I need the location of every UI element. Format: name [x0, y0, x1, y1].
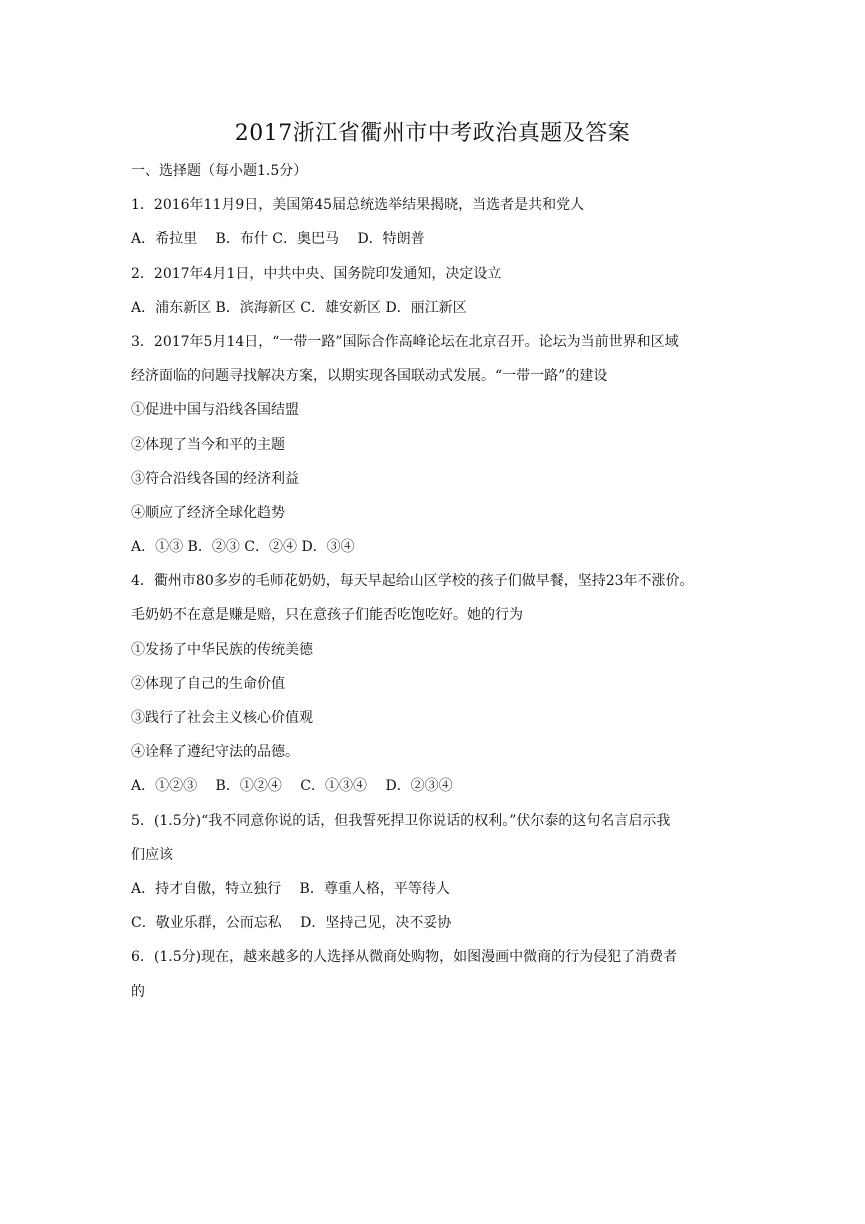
question-5-options-ab: A．持才自傲，特立独行 B．尊重人格，平等待人 — [131, 880, 450, 897]
document-body — [131, 154, 743, 1009]
question-5-stem-line-1: 5．(1.5分)“我不同意你说的话，但我誓死捍卫你说话的权利。”伏尔泰的这句名言启示我 — [131, 812, 671, 829]
question-2-stem: 2．2017年4月1日，中共中央、国务院印发通知，决定设立 — [131, 265, 502, 282]
question-4-stem-line-1: 4．衢州市80多岁的毛师花奶奶，每天早起给山区学校的孩子们做早餐，坚持23年不涨价。 — [131, 573, 694, 590]
question-3-statement-1: ①促进中国与沿线各国结盟 — [131, 402, 299, 419]
question-2-options: A．浦东新区 B．滨海新区 C．雄安新区 D．丽江新区 — [131, 299, 467, 316]
document-title: 2017浙江省衢州市中考政治真题及答案 — [234, 121, 631, 146]
question-5-stem-line-2: 们应该 — [131, 846, 173, 863]
question-4-statement-2: ②体现了自己的生命价值 — [131, 675, 285, 692]
question-3-stem-line-1: 3．2017年5月14日，“一带一路”国际合作高峰论坛在北京召开。论坛为当前世界和区域 — [131, 333, 679, 350]
question-1-options: A．希拉里 B．布什 C．奥巴马 D．特朗普 — [131, 231, 425, 248]
question-1-stem: 1．2016年11月9日，美国第45届总统选举结果揭晓，当选者是共和党人 — [131, 197, 585, 214]
section-heading: 一、选择题（每小题1.5分） — [131, 163, 308, 179]
question-4-options: A．①②③ B．①②④ C．①③④ D．②③④ — [131, 778, 453, 795]
question-3-statement-4: ④顺应了经济全球化趋势 — [131, 504, 285, 521]
question-6-stem-line-1: 6．(1.5分)现在，越来越多的人选择从微商处购物，如图漫画中微商的行为侵犯了消费者 — [131, 949, 678, 966]
question-4-statement-3: ③践行了社会主义核心价值观 — [131, 710, 313, 726]
question-3-statement-3: ③符合沿线各国的经济利益 — [131, 470, 299, 487]
question-5-options-cd: C．敬业乐群，公而忘私 D．坚持己见，决不妥协 — [131, 915, 452, 932]
question-4-stem-line-2: 毛奶奶不在意是赚是赔，只在意孩子们能否吃饱吃好。她的行为 — [131, 607, 523, 624]
question-3-options: A．①③ B．②③ C．②④ D．③④ — [131, 539, 355, 556]
question-6-stem-line-2: 的 — [131, 983, 145, 1000]
question-4-statement-1: ①发扬了中华民族的传统美德 — [131, 641, 313, 658]
question-3-statement-2: ②体现了当今和平的主题 — [131, 436, 285, 453]
question-4-statement-4: ④诠释了遵纪守法的品德。 — [131, 744, 299, 761]
question-3-stem-line-2: 经济面临的问题寻找解决方案，以期实现各国联动式发展。“一带一路”的建设 — [131, 368, 608, 385]
